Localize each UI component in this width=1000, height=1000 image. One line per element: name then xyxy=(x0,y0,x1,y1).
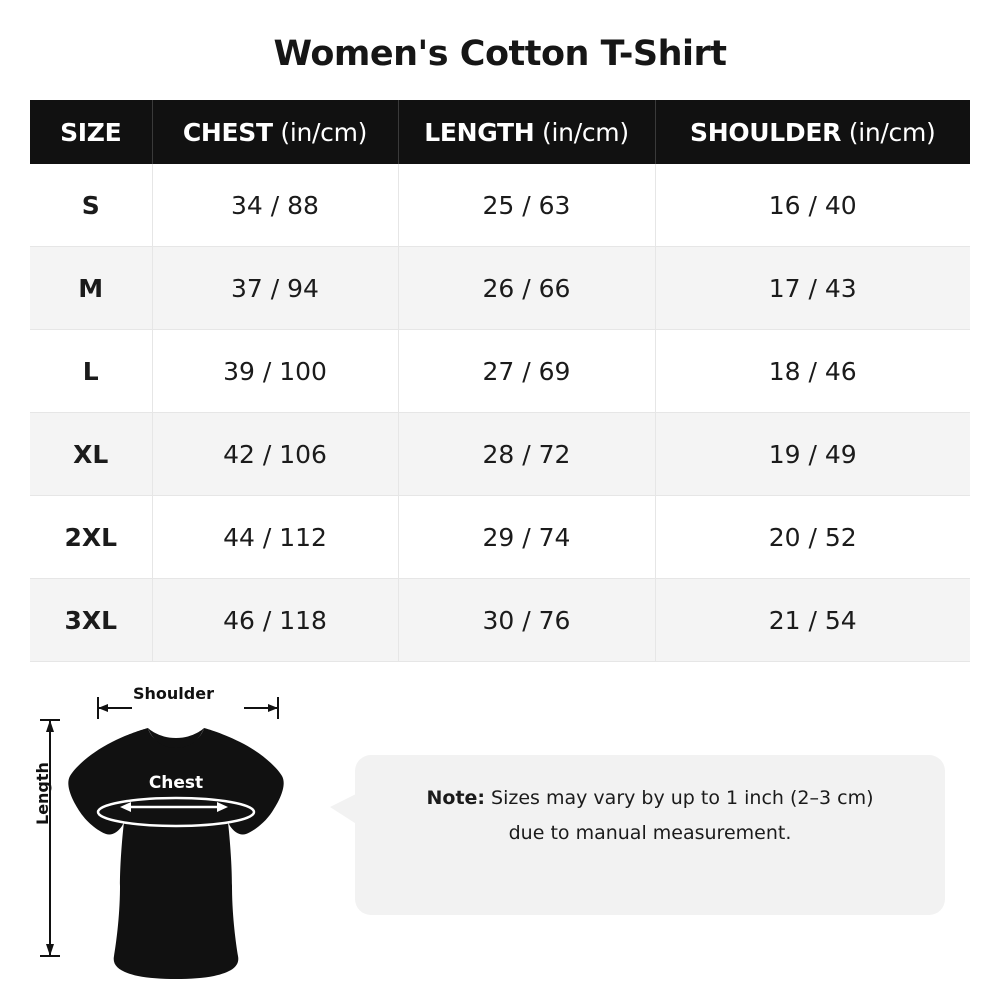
cell-size: 2XL xyxy=(30,496,152,579)
cell-shoulder: 19 / 49 xyxy=(655,413,970,496)
column-header-length-label: LENGTH xyxy=(424,117,535,147)
cell-chest: 34 / 88 xyxy=(152,164,398,247)
column-header-length-unit: (in/cm) xyxy=(534,117,629,147)
table-header xyxy=(30,100,970,164)
cell-size: S xyxy=(30,164,152,247)
table-row xyxy=(30,164,970,247)
cell-shoulder: 17 / 43 xyxy=(655,247,970,330)
column-header-shoulder xyxy=(655,100,970,164)
shoulder-dimension-line xyxy=(98,697,278,719)
note-bubble-tail xyxy=(330,793,358,825)
length-measure-label: Length xyxy=(33,762,52,825)
tshirt-diagram xyxy=(28,660,328,990)
table-row xyxy=(30,579,970,662)
note-line-2: due to manual measurement. xyxy=(508,822,792,845)
cell-length: 27 / 69 xyxy=(398,330,655,413)
column-header-size xyxy=(30,100,152,164)
cell-chest: 37 / 94 xyxy=(152,247,398,330)
shoulder-measure-label: Shoulder xyxy=(133,684,214,703)
note-text-1: Sizes may vary by up to 1 inch (2–3 cm) xyxy=(485,787,874,809)
cell-size: 3XL xyxy=(30,579,152,662)
cell-length: 30 / 76 xyxy=(398,579,655,662)
note-bubble xyxy=(355,755,945,915)
cell-length: 29 / 74 xyxy=(398,496,655,579)
cell-shoulder: 18 / 46 xyxy=(655,330,970,413)
cell-chest: 42 / 106 xyxy=(152,413,398,496)
column-header-size-label: SIZE xyxy=(60,117,122,147)
column-header-shoulder-label: SHOULDER xyxy=(690,117,842,147)
table-row xyxy=(30,413,970,496)
cell-shoulder: 21 / 54 xyxy=(655,579,970,662)
note-line-1 xyxy=(383,781,917,816)
size-table xyxy=(30,100,970,662)
cell-shoulder: 16 / 40 xyxy=(655,164,970,247)
cell-chest: 39 / 100 xyxy=(152,330,398,413)
table-row xyxy=(30,496,970,579)
length-dimension-line xyxy=(40,720,60,956)
column-header-chest xyxy=(152,100,398,164)
table-row xyxy=(30,330,970,413)
column-header-shoulder-unit: (in/cm) xyxy=(841,117,936,147)
tshirt-shape xyxy=(68,728,283,979)
note-label: Note: xyxy=(426,787,486,809)
cell-chest: 46 / 118 xyxy=(152,579,398,662)
page-title: Women's Cotton T-Shirt xyxy=(273,34,727,74)
chest-measure-label: Chest xyxy=(148,773,204,793)
cell-size: L xyxy=(30,330,152,413)
cell-size: M xyxy=(30,247,152,330)
cell-length: 26 / 66 xyxy=(398,247,655,330)
column-header-chest-label: CHEST xyxy=(182,117,273,147)
column-header-chest-unit: (in/cm) xyxy=(272,117,368,147)
cell-length: 25 / 63 xyxy=(398,164,655,247)
table-row xyxy=(30,247,970,330)
cell-chest: 44 / 112 xyxy=(152,496,398,579)
cell-shoulder: 20 / 52 xyxy=(655,496,970,579)
cell-size: XL xyxy=(30,413,152,496)
table-header-row xyxy=(30,100,970,164)
size-table-wrapper xyxy=(30,100,970,662)
cell-length: 28 / 72 xyxy=(398,413,655,496)
column-header-length xyxy=(398,100,655,164)
table-body xyxy=(30,164,970,662)
